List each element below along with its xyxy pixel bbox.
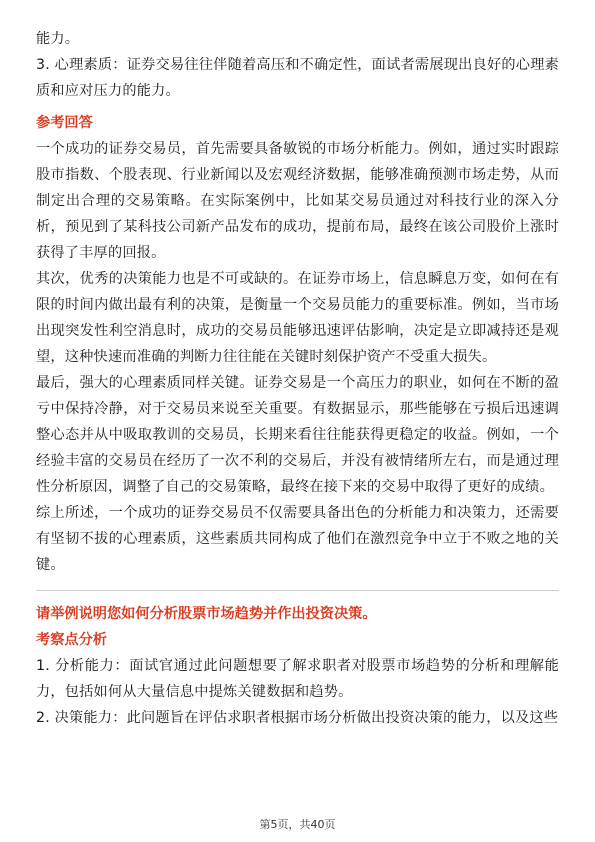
answer-paragraph-2: 其次，优秀的决策能力也是不可或缺的。在证券市场上，信息瞬息万变，如何在有限的时间内做出最有利的决策，是衡量一个交易员能力的重要标准。例如，当市场出现突发性利空消息时，成功的交易员能够迅速评估影响，决定是立即减持还是观望，这种快速而准确的判断力往往能在关键时刻保护资产不受重大损失。 bbox=[36, 271, 559, 365]
intro-item-psychology: 3. 心理素质：证券交易往往伴随着高压和不确定性，面试者需展现出良好的心理素质和应对压力的能力。 bbox=[36, 57, 559, 99]
document-page bbox=[36, 26, 559, 731]
question-title: 请举例说明您如何分析股票市场趋势并作出投资决策。 bbox=[36, 606, 377, 622]
answer-paragraph-3: 最后，强大的心理素质同样关键。证券交易是一个高压力的职业，如何在不断的盈亏中保持冷静，对于交易员来说至关重要。有数据显示，那些能够在亏损后迅速调整心态并从中吸取教训的交易员，长期来看往往能获得更稳定的收益。例如，一个经验丰富的交易员在经历了一次不利的交易后，并没有被情绪所左右，而是通过理性分析原因，调整了自己的交易策略，最终在接下来的交易中取得了更好的成绩。 bbox=[36, 375, 559, 495]
analysis-item-1: 1. 分析能力：面试官通过此问题想要了解求职者对股票市场趋势的分析和理解能力，包括如何从大量信息中提炼关键数据和趋势。 bbox=[36, 658, 559, 700]
intro-continuation: 能力。 bbox=[36, 31, 80, 47]
analysis-heading: 考察点分析 bbox=[36, 632, 107, 648]
page-number: 第5页，共40页 bbox=[259, 818, 336, 831]
answer-paragraph-4: 综上所述，一个成功的证券交易员不仅需要具备出色的分析能力和决策力，还需要有坚韧不拔的心理素质，这些素质共同构成了他们在激烈竞争中立于不败之地的关键。 bbox=[36, 505, 559, 573]
answer-paragraph-1: 一个成功的证券交易员，首先需要具备敏锐的市场分析能力。例如，通过实时跟踪股市指数、个股表现、行业新闻以及宏观经济数据，能够准确预测市场走势，从而制定出合理的交易策略。在实际案例中，比如某交易员通过对科技行业的深入分析，预见到了某科技公司新产品发布的成功，提前布局，最终在该公司股价上涨时获得了丰厚的回报。 bbox=[36, 141, 559, 261]
question-block bbox=[36, 590, 559, 731]
answer-heading: 参考回答 bbox=[36, 115, 93, 131]
analysis-item-2: 2. 决策能力：此问题旨在评估求职者根据市场分析做出投资决策的能力，以及这些 bbox=[36, 710, 559, 726]
